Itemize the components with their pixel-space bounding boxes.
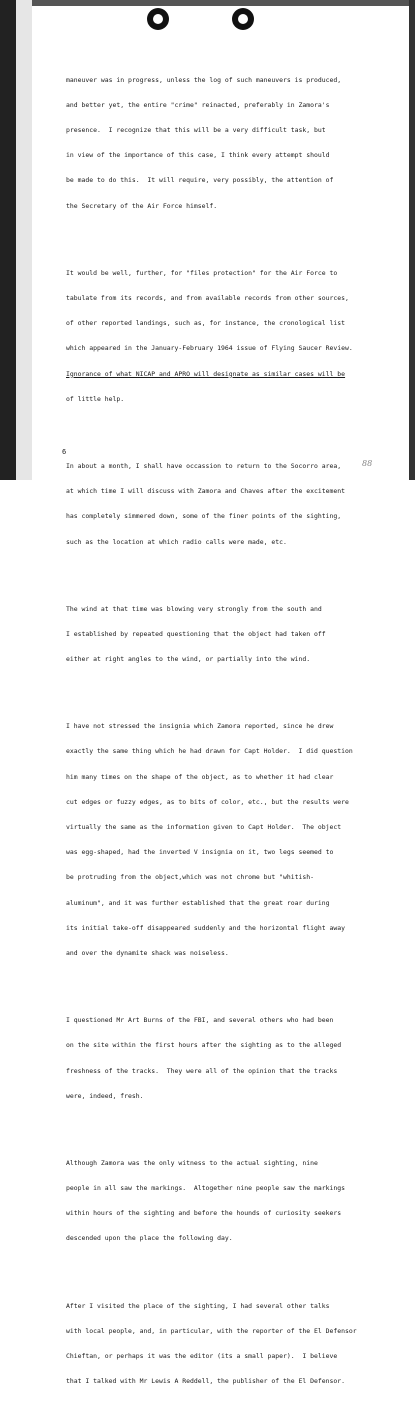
text-line: either at right angles to the wind, or partially into the wind.	[66, 655, 311, 664]
page-number: 6	[62, 448, 67, 456]
paragraph	[66, 1142, 406, 1260]
paragraph	[66, 588, 406, 680]
text-line: The wind at that time was blowing very strongly from the south and	[66, 604, 322, 613]
scan-edge-top	[0, 0, 415, 6]
text-line: people in all saw the markings. Altogether nine people saw the markings	[66, 1184, 346, 1193]
scan-edge-right	[409, 0, 415, 480]
text-line: descended upon the place the following day.	[66, 1234, 233, 1243]
text-line: I questioned Mr Art Burns of the FBI, and several others who had been	[66, 1016, 334, 1025]
text-line: Chieftan, or perhaps it was the editor (its a small paper). I believe	[66, 1352, 338, 1360]
text-line: exactly the same thing which he had drawn for Capt Holder. I did question	[66, 747, 353, 756]
text-line: be made to do this. It will require, very possibly, the attention of	[66, 176, 334, 185]
text-line: It would be well, further, for "files protection" for the Air Force to	[66, 268, 338, 277]
paragraph	[66, 705, 406, 974]
paragraph	[66, 1285, 406, 1403]
page-margin-strip	[16, 0, 32, 480]
paragraph	[66, 252, 406, 420]
text-line: maneuver was in progress, unless the log of such maneuvers is produced,	[66, 75, 342, 84]
text-line: were, indeed, fresh.	[66, 1091, 144, 1100]
text-line: Ignorance of what NICAP and APRO will designate as similar cases will be	[66, 369, 346, 378]
text-line: the Secretary of the Air Force himself.	[66, 201, 218, 210]
text-line: on the site within the first hours after the sighting as to the alleged	[66, 1041, 342, 1050]
text-line: with local people, and, in particular, with the reporter of the El Defensor	[66, 1326, 357, 1335]
punch-hole-right	[232, 8, 254, 30]
text-line: presence. I recognize that this will be a very difficult task, but	[66, 126, 326, 135]
text-line: aluminum", and it was further established that the great roar during	[66, 898, 330, 907]
scan-edge-left	[0, 0, 16, 480]
text-line: that I talked with Mr Lewis A Reddell, the publisher of the El Defensor.	[66, 1377, 346, 1386]
paragraph	[66, 59, 406, 227]
text-line: within hours of the sighting and before the hounds of curiosity seekers	[66, 1209, 342, 1218]
text-line: such as the location at which radio calls were made, etc.	[66, 537, 287, 546]
punch-hole-left	[147, 8, 169, 30]
text-line: freshness of the tracks. They were all of the opinion that the tracks	[66, 1066, 338, 1075]
text-line: of other reported landings, such as, for instance, the cronological list	[66, 319, 346, 328]
handwritten-mark: 88	[362, 459, 373, 468]
text-line: I have not stressed the insignia which Zamora reported, since he drew	[66, 722, 334, 731]
text-line: be protruding from the object,which was not chrome but "whitish-	[66, 873, 315, 882]
text-line: cut edges or fuzzy edges, as to bits of color, etc., but the results were	[66, 797, 349, 806]
text-line: Although Zamora was the only witness to the actual sighting, nine	[66, 1158, 318, 1167]
text-line: at which time I will discuss with Zamora and Chaves after the excitement	[66, 487, 346, 496]
text-line: virtually the same as the information given to Capt Holder. The object	[66, 822, 342, 831]
text-line: and over the dynamite shack was noiseless.	[66, 949, 229, 957]
text-line: in view of the importance of this case, I think every attempt should	[66, 151, 330, 160]
paragraph	[66, 999, 406, 1117]
text-line: has completely simmered down, some of the finer points of the sighting,	[66, 512, 342, 521]
text-line: tabulate from its records, and from available records from other sources,	[66, 293, 349, 302]
text-line: and better yet, the entire "crime" reinacted, preferably in Zamora's	[66, 100, 330, 109]
paragraph	[66, 445, 406, 563]
text-line: which appeared in the January-February 1964 issue of Flying Saucer Review.	[66, 344, 353, 353]
text-line: of little help.	[66, 394, 125, 403]
text-line: After I visited the place of the sighting, I had several other talks	[66, 1301, 330, 1310]
text-line: its initial take-off disappeared suddenly and the horizontal flight away	[66, 923, 346, 932]
text-line: In about a month, I shall have occassion to return to the Socorro area,	[66, 461, 342, 470]
text-line: I established by repeated questioning that the object had taken off	[66, 629, 326, 638]
text-line: was egg-shaped, had the inverted V insignia on it, two legs seemed to	[66, 848, 334, 857]
text-line: him many times on the shape of the object, as to whether it had clear	[66, 772, 334, 781]
body-text	[66, 42, 406, 1428]
